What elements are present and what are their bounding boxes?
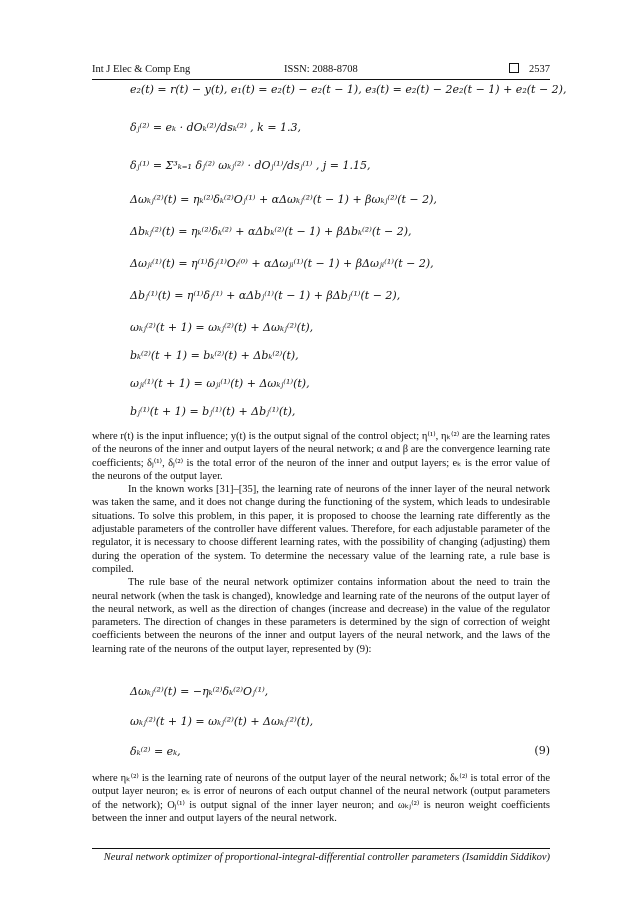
equation-delta-inner: δⱼ⁽¹⁾ = Σ³ₖ₌₁ δⱼ⁽²⁾ ωₖⱼ⁽²⁾ · dOⱼ⁽¹⁾/dsⱼ⁽¹⁾ , j = 1.15, — [130, 159, 371, 172]
page-number: 2537 — [529, 64, 550, 75]
equation-9-delta: δₖ⁽²⁾ = eₖ, — [130, 745, 181, 758]
page-header — [92, 62, 550, 78]
equation-dw-inner: Δωⱼᵢ⁽¹⁾(t) = η⁽¹⁾δⱼ⁽¹⁾Oᵢ⁽⁰⁾ + αΔωⱼᵢ⁽¹⁾(t − 1) + βΔωⱼᵢ⁽¹⁾(t − 2), — [130, 257, 434, 270]
page-footer: Neural network optimizer of proportional-integral-differential controller parameters (Isamiddin Siddikov) — [103, 852, 550, 863]
equation-b-inner-update: bⱼ⁽¹⁾(t + 1) = bⱼ⁽¹⁾(t) + Δbⱼ⁽¹⁾(t), — [130, 405, 296, 418]
footer-rule — [92, 848, 550, 849]
equation-b-output-update: bₖ⁽²⁾(t + 1) = bₖ⁽²⁾(t) + Δbₖ⁽²⁾(t), — [130, 349, 299, 362]
page-number-group — [509, 62, 550, 78]
header-rule — [92, 79, 550, 80]
equation-db-inner: Δbⱼ⁽¹⁾(t) = η⁽¹⁾δⱼ⁽¹⁾ + αΔbⱼ⁽¹⁾(t − 1) + βΔbⱼ⁽¹⁾(t − 2), — [130, 289, 401, 302]
equation-errors: e₂(t) = r(t) − y(t), e₁(t) = e₂(t) − e₂(t − 1), e₃(t) = e₂(t) − 2e₂(t − 1) + e₂(t − 2), — [130, 83, 567, 96]
paragraph-where-1: where r(t) is the input influence; y(t) is the output signal of the control object; η⁽¹⁾, ηₖ⁽²⁾ are the learning rates of the neurons of the inner and output layers of the neural network; α and β are the convergence learning rate coefficients; δⱼ⁽¹⁾, δⱼ⁽²⁾ is the total error of the neuron of the inner and output layers; eₖ is the error value of the neurons of the output layer. — [92, 431, 550, 482]
journal-name: Int J Elec & Comp Eng — [92, 64, 191, 75]
equation-w-inner-update: ωⱼᵢ⁽¹⁾(t + 1) = ωⱼᵢ⁽¹⁾(t) + Δωₖⱼ⁽¹⁾(t), — [130, 377, 310, 390]
body-text-2 — [92, 772, 550, 825]
paragraph-where-2: where ηₖ⁽²⁾ is the learning rate of neurons of the output layer of the neural network; δₖ⁽²⁾ is total error of the output layer neuron; eₖ is error of neurons of each output channel of the neural network (output parameters of the network); Oⱼ⁽¹⁾ is output signal of the inner layer neuron; and ωₖⱼ⁽²⁾ is neuron weight coefficients between the inner and output layers of the neural network. — [92, 773, 550, 824]
issn: ISSN: 2088-8708 — [284, 64, 358, 75]
checkbox-square-icon — [509, 63, 519, 73]
equation-9-w-update: ωₖⱼ⁽²⁾(t + 1) = ωₖⱼ⁽²⁾(t) + Δωₖⱼ⁽²⁾(t), — [130, 715, 314, 728]
equation-db-output: Δbₖⱼ⁽²⁾(t) = ηₖ⁽²⁾δₖ⁽²⁾ + αΔbₖ⁽²⁾(t − 1) + βΔbₖ⁽²⁾(t − 2), — [130, 225, 412, 238]
equation-9-dw: Δωₖⱼ⁽²⁾(t) = −ηₖ⁽²⁾δₖ⁽²⁾Oⱼ⁽¹⁾, — [130, 685, 269, 698]
paragraph-rule-base: The rule base of the neural network optimizer contains information about the need to train the neural network (when the task is changed), knowledge and learning rate of the neurons of the output layer of the neural network, as well as the direction of changes (increase and decrease) in the value of the regulator parameters. The direction of changes in these parameters is determined by the sign of correction of weight coefficients between the neurons of the inner and output layers of the neural network, and the laws of the learning rate of the neurons of the output layer, represented by (9): — [92, 577, 550, 655]
body-text — [92, 430, 550, 656]
equation-number: (9) — [534, 744, 550, 757]
equation-w-output-update: ωₖⱼ⁽²⁾(t + 1) = ωₖⱼ⁽²⁾(t) + Δωₖⱼ⁽²⁾(t), — [130, 321, 314, 334]
equation-delta-output: δⱼ⁽²⁾ = eₖ · dOₖ⁽²⁾/dsₖ⁽²⁾ , k = 1.3, — [130, 121, 302, 134]
equation-dw-output: Δωₖⱼ⁽²⁾(t) = ηₖ⁽²⁾δₖ⁽²⁾Oⱼ⁽¹⁾ + αΔωₖⱼ⁽²⁾(t − 1) + βωₖⱼ⁽²⁾(t − 2), — [130, 193, 437, 206]
paragraph-known-works: In the known works [31]–[35], the learning rate of neurons of the inner layer of the neural network was taken the same, and it does not change during the functioning of the system, which leads to undesirable situations. To solve this problem, in this paper, it is proposed to choose the learning rate differently as the adjustable parameters of the controller have different values. Therefore, for each adjustable parameter of the regulator, it is necessary to choose different learning rates, with the possibility of changing (adjusting) them during the operation of the system. To determine the necessary value of the learning rate, a rule base is compiled. — [92, 484, 550, 575]
